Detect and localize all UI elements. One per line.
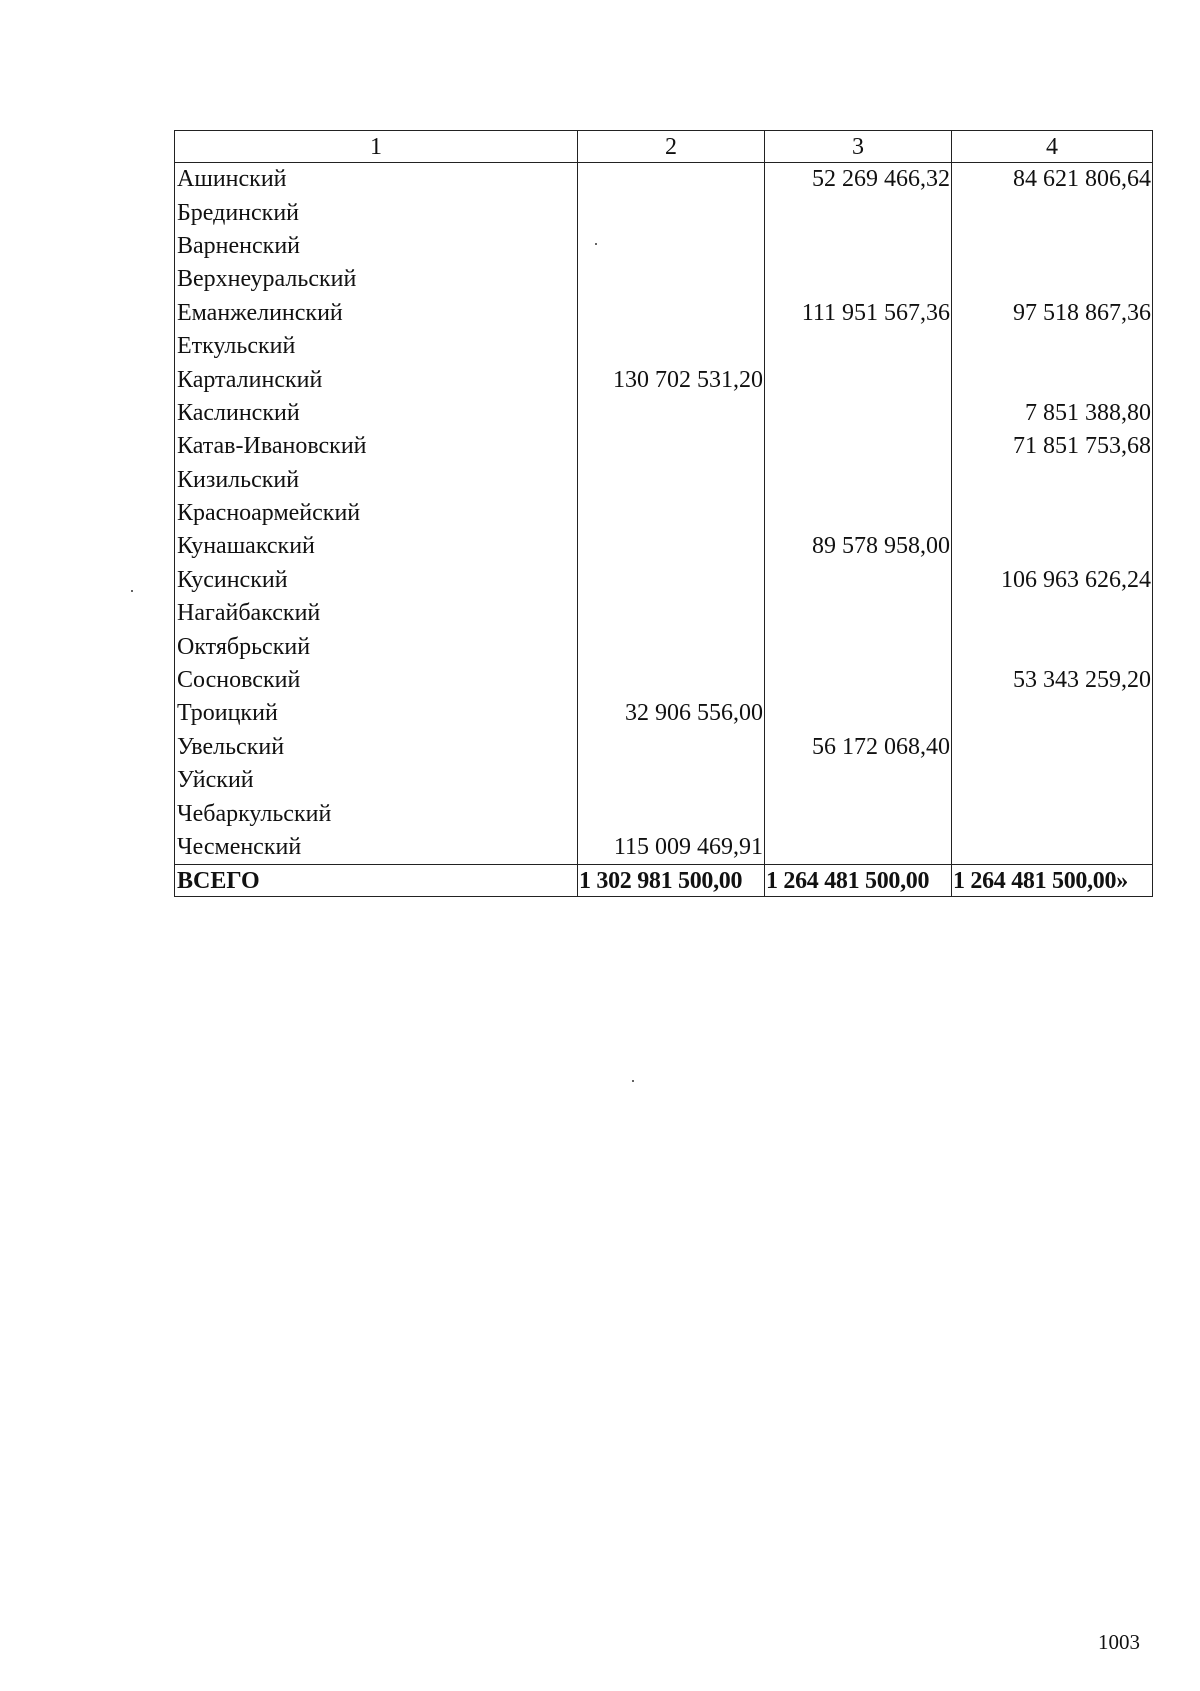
value-cell-column-4 [952, 497, 1153, 530]
value-cell-column-4 [952, 764, 1153, 797]
value-cell-column-2 [578, 497, 765, 530]
value-cell-column-2 [578, 530, 765, 563]
value-cell-column-3 [765, 196, 952, 229]
value-cell-column-4: 71 851 753,68 [952, 430, 1153, 463]
table-row [175, 397, 1153, 430]
table-row [175, 731, 1153, 764]
header-row [175, 131, 1153, 163]
value-cell-column-4: 97 518 867,36 [952, 297, 1153, 330]
value-cell-column-3 [765, 330, 952, 363]
value-cell-column-2 [578, 230, 765, 263]
scan-speck [632, 1080, 634, 1082]
total-column-3: 1 264 481 500,00 [765, 865, 952, 897]
value-cell-column-3: 52 269 466,32 [765, 163, 952, 197]
value-cell-column-3 [765, 597, 952, 630]
district-name-cell: Кусинский [175, 564, 578, 597]
value-cell-column-3 [765, 664, 952, 697]
value-cell-column-2 [578, 297, 765, 330]
value-cell-column-4: 106 963 626,24 [952, 564, 1153, 597]
table-row [175, 196, 1153, 229]
total-label: ВСЕГО [175, 865, 578, 897]
value-cell-column-3 [765, 564, 952, 597]
value-cell-column-4 [952, 363, 1153, 396]
value-cell-column-4 [952, 797, 1153, 830]
value-cell-column-2 [578, 764, 765, 797]
district-name-cell: Каслинский [175, 397, 578, 430]
value-cell-column-2 [578, 797, 765, 830]
value-cell-column-4: 84 621 806,64 [952, 163, 1153, 197]
table-row [175, 464, 1153, 497]
value-cell-column-3 [765, 230, 952, 263]
district-name-cell: Красноармейский [175, 497, 578, 530]
district-name-cell: Чебаркульский [175, 797, 578, 830]
value-cell-column-2 [578, 597, 765, 630]
district-name-cell: Еткульский [175, 330, 578, 363]
value-cell-column-3 [765, 397, 952, 430]
table-row [175, 297, 1153, 330]
district-name-cell: Варненский [175, 230, 578, 263]
value-cell-column-3 [765, 630, 952, 663]
value-cell-column-4 [952, 697, 1153, 730]
value-cell-column-3 [765, 697, 952, 730]
value-cell-column-4 [952, 196, 1153, 229]
value-cell-column-3 [765, 363, 952, 396]
district-name-cell: Уйский [175, 764, 578, 797]
value-cell-column-3 [765, 430, 952, 463]
column-header-4: 4 [952, 131, 1153, 163]
page-number: 1003 [1098, 1630, 1140, 1654]
district-name-cell: Катав-Ивановский [175, 430, 578, 463]
table-row [175, 764, 1153, 797]
value-cell-column-4 [952, 597, 1153, 630]
district-name-cell: Октябрьский [175, 630, 578, 663]
table-row [175, 597, 1153, 630]
table-row [175, 330, 1153, 363]
table-row [175, 697, 1153, 730]
district-name-cell: Троицкий [175, 697, 578, 730]
value-cell-column-4 [952, 263, 1153, 296]
district-name-cell: Увельский [175, 731, 578, 764]
value-cell-column-2 [578, 196, 765, 229]
table-row [175, 831, 1153, 865]
value-cell-column-4 [952, 230, 1153, 263]
district-name-cell: Чесменский [175, 831, 578, 865]
district-name-cell: Нагайбакский [175, 597, 578, 630]
value-cell-column-3 [765, 831, 952, 865]
value-cell-column-2 [578, 163, 765, 197]
total-row [175, 865, 1153, 897]
value-cell-column-3 [765, 497, 952, 530]
district-name-cell: Брединский [175, 196, 578, 229]
scan-speck [595, 243, 597, 245]
table-row [175, 797, 1153, 830]
column-header-1: 1 [175, 131, 578, 163]
value-cell-column-3 [765, 464, 952, 497]
table-row [175, 230, 1153, 263]
value-cell-column-2: 115 009 469,91 [578, 831, 765, 865]
value-cell-column-2 [578, 464, 765, 497]
table-row [175, 497, 1153, 530]
value-cell-column-3: 56 172 068,40 [765, 731, 952, 764]
value-cell-column-2 [578, 330, 765, 363]
budget-table [174, 130, 1153, 897]
value-cell-column-2 [578, 397, 765, 430]
table-row [175, 363, 1153, 396]
total-column-4: 1 264 481 500,00» [952, 865, 1153, 897]
district-name-cell: Сосновский [175, 664, 578, 697]
value-cell-column-2: 130 702 531,20 [578, 363, 765, 396]
value-cell-column-2 [578, 630, 765, 663]
value-cell-column-3 [765, 263, 952, 296]
district-name-cell: Кизильский [175, 464, 578, 497]
value-cell-column-2 [578, 263, 765, 296]
table-row [175, 163, 1153, 197]
value-cell-column-4 [952, 530, 1153, 563]
value-cell-column-3: 89 578 958,00 [765, 530, 952, 563]
table-row [175, 430, 1153, 463]
value-cell-column-2 [578, 564, 765, 597]
table-footer [175, 865, 1153, 897]
value-cell-column-4: 7 851 388,80 [952, 397, 1153, 430]
value-cell-column-4 [952, 731, 1153, 764]
value-cell-column-4 [952, 464, 1153, 497]
value-cell-column-2 [578, 430, 765, 463]
table-body [175, 163, 1153, 865]
district-name-cell: Ашинский [175, 163, 578, 197]
value-cell-column-4: 53 343 259,20 [952, 664, 1153, 697]
table-row [175, 263, 1153, 296]
column-header-3: 3 [765, 131, 952, 163]
scan-speck [131, 590, 133, 592]
table-row [175, 530, 1153, 563]
total-column-2: 1 302 981 500,00 [578, 865, 765, 897]
value-cell-column-4 [952, 630, 1153, 663]
value-cell-column-2 [578, 664, 765, 697]
column-header-2: 2 [578, 131, 765, 163]
value-cell-column-4 [952, 330, 1153, 363]
table-header [175, 131, 1153, 163]
value-cell-column-3 [765, 764, 952, 797]
district-name-cell: Кунашакский [175, 530, 578, 563]
table-row [175, 564, 1153, 597]
district-name-cell: Верхнеуральский [175, 263, 578, 296]
value-cell-column-4 [952, 831, 1153, 865]
value-cell-column-2 [578, 731, 765, 764]
table-row [175, 664, 1153, 697]
table-row [175, 630, 1153, 663]
value-cell-column-3: 111 951 567,36 [765, 297, 952, 330]
district-name-cell: Еманжелинский [175, 297, 578, 330]
value-cell-column-3 [765, 797, 952, 830]
district-name-cell: Карталинский [175, 363, 578, 396]
value-cell-column-2: 32 906 556,00 [578, 697, 765, 730]
